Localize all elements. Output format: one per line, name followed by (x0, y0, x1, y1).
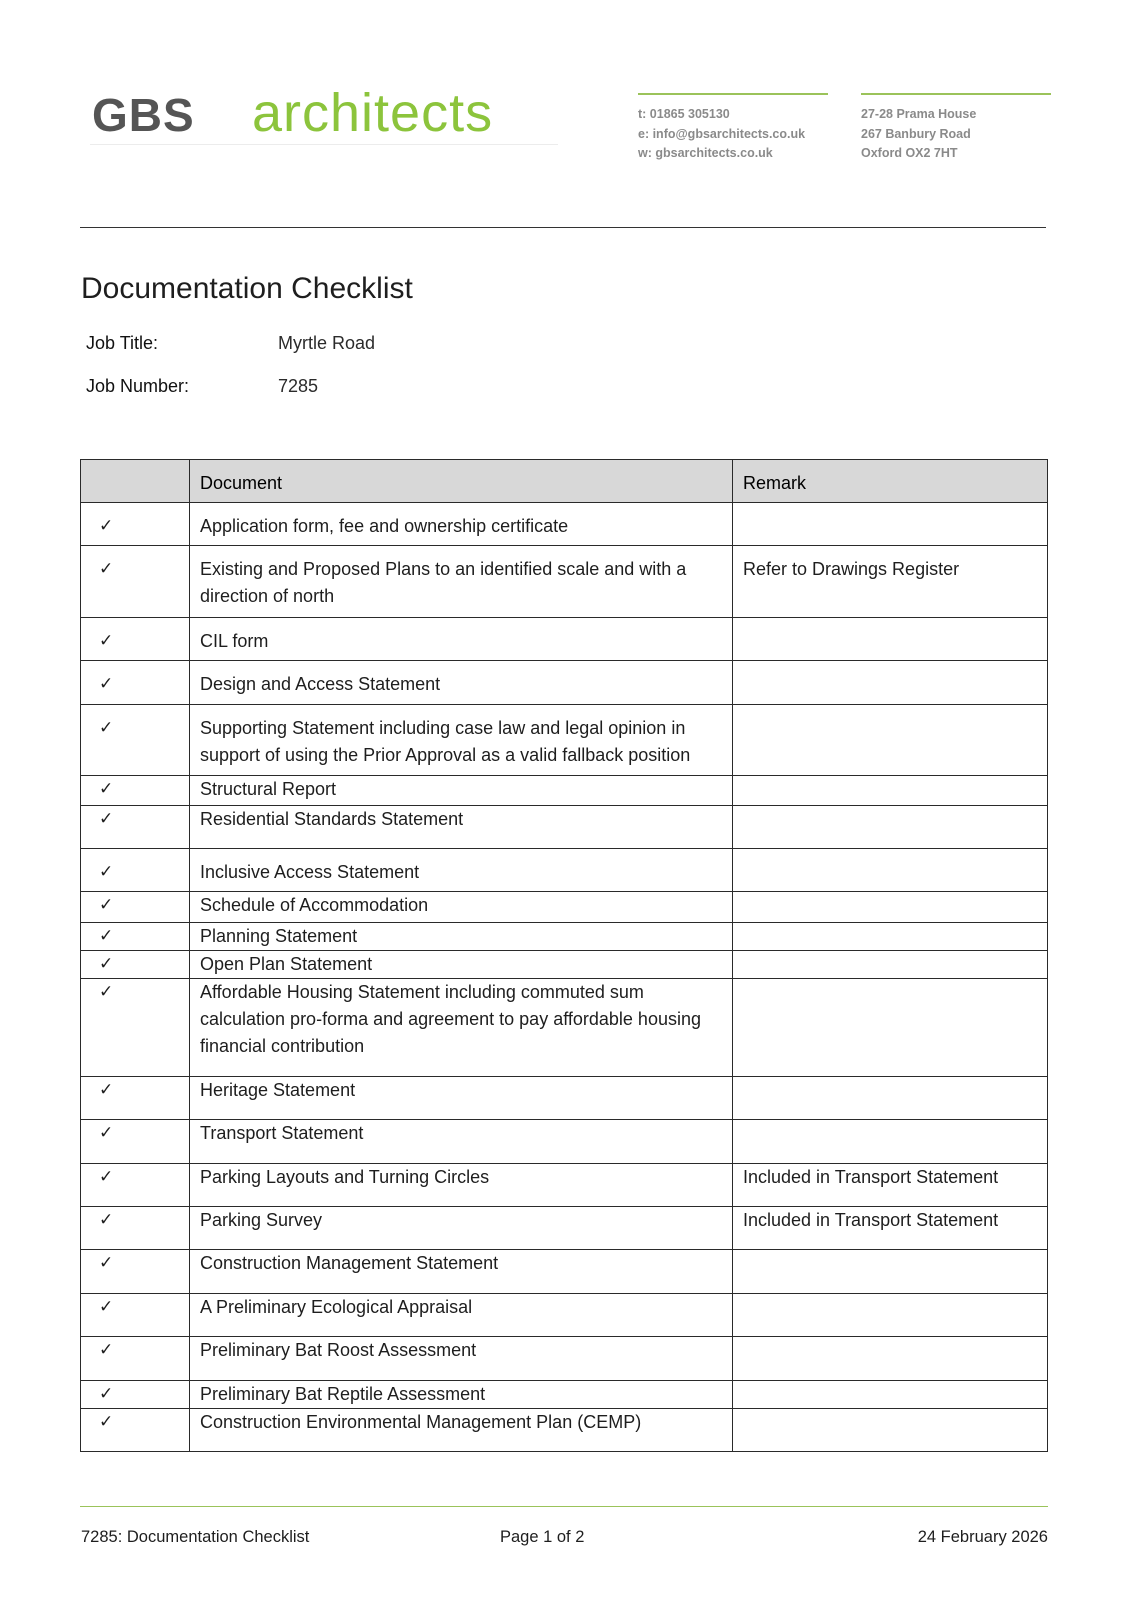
company-logo (90, 84, 558, 145)
check-mark-icon: ✓ (81, 546, 190, 618)
address-line-3: Oxford OX2 7HT (861, 146, 958, 160)
column-header-check (81, 460, 190, 503)
header-divider (80, 227, 1046, 228)
table-row (81, 546, 1048, 618)
contact-email[interactable]: e: info@gbsarchitects.co.uk (638, 126, 806, 141)
check-mark-icon: ✓ (81, 892, 190, 923)
remark-cell: Refer to Drawings Register (733, 546, 1048, 618)
remark-cell (733, 1077, 1048, 1120)
table-row (81, 1077, 1048, 1120)
remark-cell (733, 705, 1048, 776)
remark-cell: Included in Transport Statement (733, 1207, 1048, 1250)
logo-gbs-text: GBS (92, 89, 195, 141)
document-cell: Preliminary Bat Reptile Assessment (190, 1381, 733, 1409)
remark-cell (733, 1294, 1048, 1337)
address-line-2: 267 Banbury Road (861, 126, 971, 141)
document-cell: Heritage Statement (190, 1077, 733, 1120)
document-cell: CIL form (190, 618, 733, 661)
document-cell: Residential Standards Statement (190, 806, 733, 849)
check-mark-icon: ✓ (81, 776, 190, 806)
check-mark-icon: ✓ (81, 1120, 190, 1164)
table-row (81, 1337, 1048, 1381)
check-mark-icon: ✓ (81, 705, 190, 776)
table-header-row (81, 460, 1048, 503)
remark-cell (733, 923, 1048, 951)
check-mark-icon: ✓ (81, 1294, 190, 1337)
column-header-document: Document (190, 460, 733, 503)
check-mark-icon: ✓ (81, 503, 190, 546)
table-row (81, 503, 1048, 546)
job-title-value: Myrtle Road (278, 333, 376, 353)
check-mark-icon: ✓ (81, 806, 190, 849)
document-cell: Structural Report (190, 776, 733, 806)
document-cell: Planning Statement (190, 923, 733, 951)
document-cell: Schedule of Accommodation (190, 892, 733, 923)
table-row (81, 1381, 1048, 1409)
check-mark-icon: ✓ (81, 923, 190, 951)
table-row (81, 806, 1048, 849)
remark-cell (733, 661, 1048, 705)
table-row (81, 661, 1048, 705)
remark-cell (733, 1409, 1048, 1452)
check-mark-icon: ✓ (81, 951, 190, 979)
check-mark-icon: ✓ (81, 1207, 190, 1250)
check-mark-icon: ✓ (81, 1337, 190, 1381)
document-cell: Construction Management Statement (190, 1250, 733, 1294)
document-cell: Affordable Housing Statement including commuted sum calculation pro-forma and agreement to pay affordable housing financial contribution (190, 979, 733, 1077)
document-cell: Open Plan Statement (190, 951, 733, 979)
remark-cell: Included in Transport Statement (733, 1164, 1048, 1207)
document-cell: Parking Survey (190, 1207, 733, 1250)
table-row (81, 923, 1048, 951)
table-row (81, 618, 1048, 661)
check-mark-icon: ✓ (81, 849, 190, 892)
remark-cell (733, 618, 1048, 661)
remark-cell (733, 806, 1048, 849)
document-cell: Preliminary Bat Roost Assessment (190, 1337, 733, 1381)
table-row (81, 1120, 1048, 1164)
footer-date: 24 February 2026 (917, 1528, 1048, 1546)
check-mark-icon: ✓ (81, 1250, 190, 1294)
check-mark-icon: ✓ (81, 1381, 190, 1409)
remark-cell (733, 951, 1048, 979)
remark-cell (733, 1337, 1048, 1381)
document-cell: Application form, fee and ownership certificate (190, 503, 733, 546)
footer-page-number: Page 1 of 2 (500, 1528, 585, 1546)
table-row (81, 705, 1048, 776)
logo-architects-text: architects (252, 83, 494, 143)
table-row (81, 979, 1048, 1077)
documentation-checklist-table (80, 459, 1048, 1452)
column-header-remark: Remark (733, 460, 1048, 503)
table-row (81, 1207, 1048, 1250)
check-mark-icon: ✓ (81, 1409, 190, 1452)
remark-cell (733, 849, 1048, 892)
table-row (81, 1164, 1048, 1207)
remark-cell (733, 1250, 1048, 1294)
table-row (81, 1250, 1048, 1294)
remark-cell (733, 1120, 1048, 1164)
document-cell: Parking Layouts and Turning Circles (190, 1164, 733, 1207)
contact-website[interactable]: w: gbsarchitects.co.uk (638, 146, 773, 160)
document-cell: Design and Access Statement (190, 661, 733, 705)
check-mark-icon: ✓ (81, 1164, 190, 1207)
document-cell: Existing and Proposed Plans to an identified scale and with a direction of north (190, 546, 733, 618)
document-cell: Supporting Statement including case law and legal opinion in support of using the Prior Approval as a valid fallback position (190, 705, 733, 776)
contact-details (638, 93, 828, 164)
document-cell: Inclusive Access Statement (190, 849, 733, 892)
table-row (81, 1294, 1048, 1337)
check-mark-icon: ✓ (81, 1077, 190, 1120)
table-row (81, 776, 1048, 806)
check-mark-icon: ✓ (81, 979, 190, 1077)
remark-cell (733, 776, 1048, 806)
job-title-label: Job Title: (86, 333, 159, 353)
remark-cell (733, 1381, 1048, 1409)
office-address (861, 93, 1051, 164)
footer-document-ref: 7285: Documentation Checklist (81, 1528, 310, 1546)
remark-cell (733, 892, 1048, 923)
job-number-value: 7285 (278, 376, 319, 396)
document-cell: Construction Environmental Management Plan (CEMP) (190, 1409, 733, 1452)
page-title: Documentation Checklist (81, 272, 413, 305)
job-number-label: Job Number: (86, 376, 190, 396)
check-mark-icon: ✓ (81, 661, 190, 705)
table-row (81, 892, 1048, 923)
document-cell: A Preliminary Ecological Appraisal (190, 1294, 733, 1337)
footer-divider (80, 1506, 1048, 1507)
contact-phone: t: 01865 305130 (638, 107, 730, 121)
table-row (81, 849, 1048, 892)
table-row (81, 1409, 1048, 1452)
remark-cell (733, 503, 1048, 546)
remark-cell (733, 979, 1048, 1077)
document-cell: Transport Statement (190, 1120, 733, 1164)
check-mark-icon: ✓ (81, 618, 190, 661)
table-row (81, 951, 1048, 979)
address-line-1: 27-28 Prama House (861, 107, 977, 121)
